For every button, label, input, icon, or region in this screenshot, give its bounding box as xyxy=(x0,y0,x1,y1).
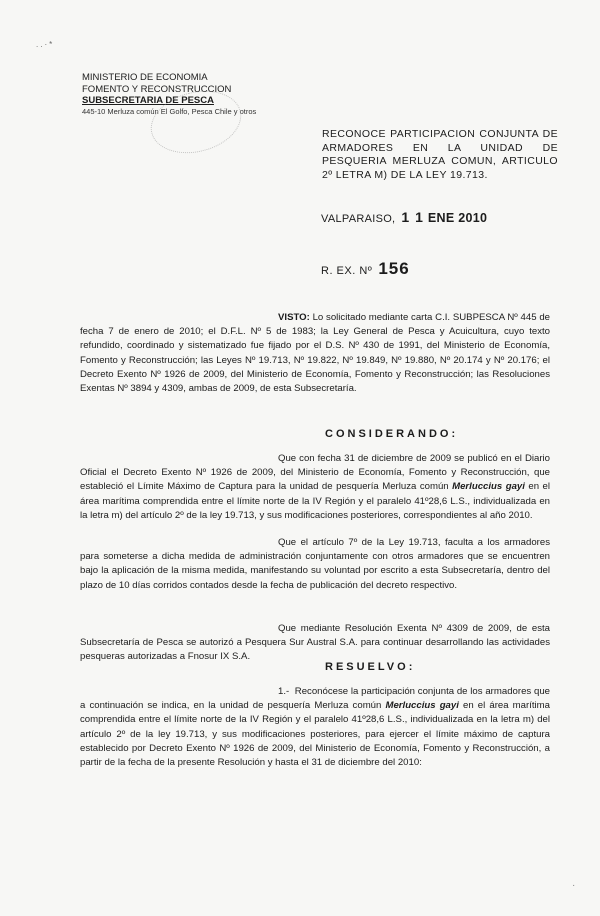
corner-mark: ..·* xyxy=(36,40,55,49)
subsecretariat-name: SUBSECRETARIA DE PESCA xyxy=(82,95,214,106)
ministry-name-continued: FOMENTO Y RECONSTRUCCION xyxy=(82,83,232,95)
resolution-number xyxy=(321,259,410,279)
resuelvo-p1-text: Reconócese la participación conjunta de los armadores que a continuación se indica, en la unidad de pesquería Merluza común xyxy=(80,686,550,712)
considerando-paragraph-3: Que mediante Resolución Exenta Nº 4309 de 2009, de esta Subsecretaría de Pesca se autorizó a Pesquera Sur Austral S.A. para continuar desarrollando las actividades pesqueras autorizadas a Fnosur IX S.A. xyxy=(80,623,550,663)
resuelvo-p1-text-continued: en el área marítima comprendida entre el límite norte de la IV Región y el paralelo 41º28,6 L.S., individualizada en la letra m) del artículo 2º de la ley 19.713, y sus modificaciones posteriores, para ejercer el límite máximo de captura establecido por Decreto Exento Nº 1926 de 2009, del Ministerio de Economía, Fomento y Reconstrucción, a partir de la fecha de la presente Resolución y hasta el 31 de diciembre del 2010: xyxy=(80,700,550,769)
species-name: Merluccius gayi xyxy=(452,481,525,493)
resuelvo-heading: RESUELVO: xyxy=(325,661,416,673)
resolution-date xyxy=(321,209,487,225)
visto-label: VISTO: xyxy=(278,312,310,323)
date-month-year-stamp: ENE 2010 xyxy=(427,211,488,225)
file-reference: 445-10 Merluza común El Golfo, Pesca Chile y otros xyxy=(82,106,257,116)
resuelvo-item-number: 1.- xyxy=(278,686,290,697)
considerando-p1-text-continued: en el área marítima comprendida entre el límite norte de la IV Región y el paralelo 41º28,6 L.S., individualizada en la letra m) del artículo 2º de la ley 19.713, y sus modificaciones posteriores, correspondientes al año 2010. xyxy=(80,481,551,521)
resolution-subject: RECONOCE PARTICIPACION CONJUNTA DE ARMADORES EN LA UNIDAD DE PESQUERIA MERLUZA COMUN, ARTICULO 2º LETRA M) DE LA LEY 19.713. xyxy=(322,128,558,181)
considerando-paragraph-1 xyxy=(80,452,550,523)
date-day-stamp: 1 1 xyxy=(401,209,424,225)
considerando-p1-text: Que con fecha 31 de diciembre de 2009 se publicó en el Diario Oficial el Decreto Exento Nº 1926 de 2009, del Ministerio de Economía, Fomento y Reconstrucción, que estableció el Límite Máximo de Captura para la unidad de pesquería Merluza común xyxy=(80,453,550,493)
ministry-name: MINISTERIO DE ECONOMIA xyxy=(82,72,208,83)
resolution-number-value: 156 xyxy=(378,259,410,278)
visto-paragraph xyxy=(80,311,550,396)
considerando-heading: CONSIDERANDO: xyxy=(325,428,459,440)
visto-text: Lo solicitado mediante carta C.I. SUBPESCA Nº 445 de fecha 7 de enero de 2010; el D.F.L. Nº 5 de 1983; la Ley General de Pesca y Acuicultura, cuyo texto refundido, coordinado y sistematizado fue fijado por el D.S. Nº 430 de 1991, del Ministerio de Economía, Fomento y Reconstrucción; las Leyes Nº 19.713, Nº 19.822, Nº 19.849, Nº 19.880, Nº 20.174 y Nº 20.176; el Decreto Exento Nº 1926 de 2009, del Ministerio de Economía, Fomento y Reconstrucción; las Resoluciones Exentas Nº 3894 y 4309, ambas de 2009, de esta Subsecretaría. xyxy=(80,312,550,395)
species-name-2: Merluccius gayi xyxy=(385,700,459,712)
resuelvo-paragraph-1 xyxy=(80,685,550,770)
considerando-paragraph-2: Que el artículo 7º de la Ley 19.713, faculta a los armadores para someterse a dicha medida de administración conjuntamente con otros armadores que se encuentren bajo la aplicación de la misma medida, manifestando su voluntad por escrito a esta Subsecretaría, dentro del plazo de 10 días corridos contados desde la fecha de publicación del decreto respectivo. xyxy=(80,537,550,591)
date-place: VALPARAISO, xyxy=(321,213,396,225)
resolution-number-label: R. EX. Nº xyxy=(321,265,373,277)
scan-speck: · xyxy=(572,880,576,891)
